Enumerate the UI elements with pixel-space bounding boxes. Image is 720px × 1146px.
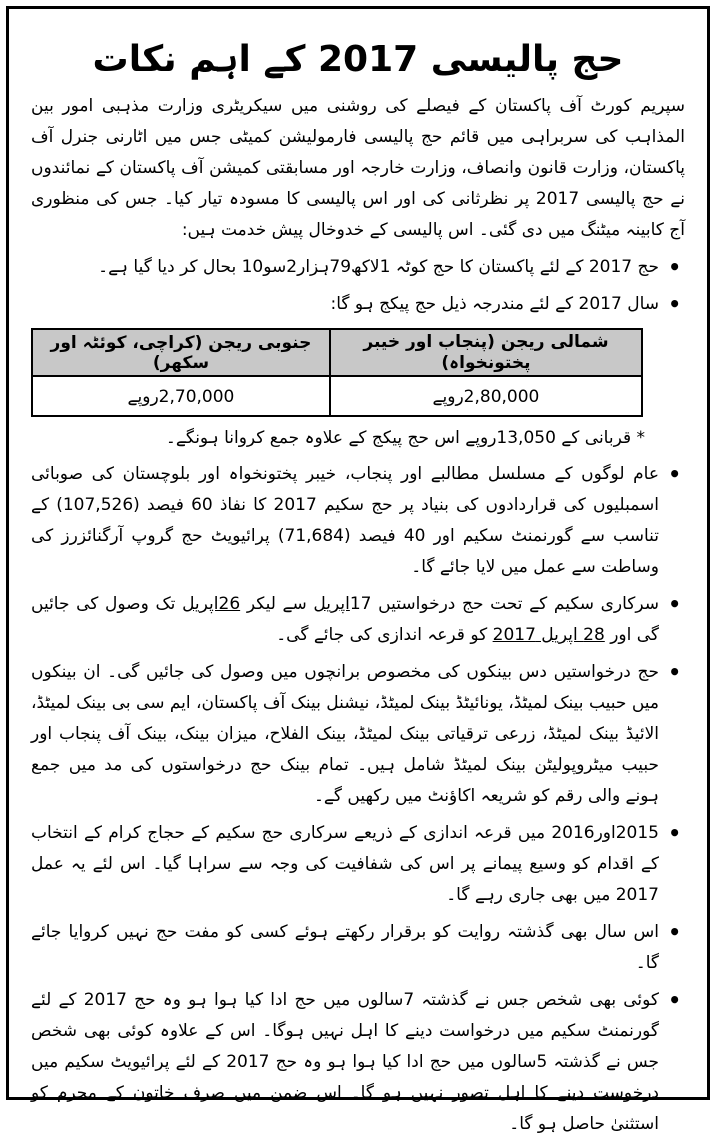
document-frame (6, 6, 710, 1134)
table-cell-south-price: 2,70,000روپے (32, 376, 330, 416)
list-item-ratio: • عام لوگوں کے مسلسل مطالبے اور پنجاب، خیبر پختونخواہ اور بلوچستان کی صوبائی اسمبلیوں کی قراردادوں کی بنیاد پر حج سکیم 2017 کا نفاذ 60 فیصد (107,526) کے تناسب سے گورنمنٹ سکیم اور 40 فیصد (71,684) پرائیویٹ حج گروپ آرگنائزرز کی وساطت سے عمل میں لایا جائے گا۔ (31, 459, 685, 583)
list-item-eligibility: • کوئی بھی شخص جس نے گذشتہ 7سالوں میں حج ادا کیا ہوا ہو وہ حج 2017 کے لئے گورنمنٹ سکیم میں درخواست دینے کا اہل نہیں ہوگا۔ اس کے علاوہ کوئی بھی شخص جس نے گذشتہ 5سالوں میں حج ادا کیا ہوا ہو وہ حج 2017 کے لئے پرائیویٹ سکیم میں درخوست دینے کا اہل تصور نہیں ہو گا۔ اس ضمن میں صرف خاتون کے محرم کو استثنیٰ حاصل ہو گا۔ (31, 985, 685, 1140)
document-content (31, 9, 685, 1146)
list-item-dates (31, 589, 685, 651)
policy-points (31, 252, 685, 320)
table-row (32, 376, 642, 416)
intro-paragraph: سپریم کورٹ آف پاکستان کے فیصلے کی روشنی میں سیکریٹری وزارت مذہبی امور بین المذاہب کی سربراہی میں قائم حج پالیسی فارمولیشن کمیٹی جس میں اٹارنی جنرل آف پاکستان، وزارت قانون وانصاف، وزارت خارجہ اور مسابقتی کمیشن آف پاکستان کے نمائندوں نے حج پالیسی 2017 پر نظرثانی کی اور اس پالیسی کا مسودہ تیار کیا۔ جس کی منظوری آج کابینہ میٹنگ میں دی گئی۔ اس پالیسی کے خدوخال پیش خدمت ہیں: (31, 96, 685, 240)
table-header-north: شمالی ریجن (پنجاب اور خیبر پختونخواہ) (330, 329, 642, 376)
page-title: حج پالیسی 2017 کے اہم نکات (92, 39, 624, 80)
package-table (31, 328, 643, 417)
list-item-package: • سال 2017 کے لئے مندرجہ ذیل حج پیکج ہو گا: (31, 289, 685, 320)
sacrifice-note: * قربانی کے 13,050روپے اس حج پیکج کے علاوہ جمع کروانا ہونگے۔ (165, 428, 645, 448)
list-item-free-hajj: • اس سال بھی گذشتہ روایت کو برقرار رکھتے ہوئے کسی کو مفت حج نہیں کروایا جائے گا۔ (31, 917, 685, 979)
dates-text-d: 26اپریل (182, 594, 241, 614)
dates-text-e: تک وصول کی جائیں گی اور (31, 594, 659, 645)
policy-points-continued (31, 459, 685, 1140)
table-header-south: جنوبی ریجن (کراچی، کوئٹہ اور سکھر) (32, 329, 330, 376)
dates-text-g: کو قرعہ اندازی کی جائے گی۔ (276, 625, 493, 645)
dates-text-f: 28 اپریل 2017 (492, 625, 605, 645)
list-item-banks: • حج درخواستیں دس بینکوں کی مخصوص برانچوں میں وصول کی جائیں گی۔ ان بینکوں میں حبیب بینک لمیٹڈ، یونائیٹڈ بینک لمیٹڈ، نیشنل بینک آف پاکستان، ایم سی بی بینک لمیٹڈ، الائیڈ بینک لمیٹڈ، زرعی ترقیاتی بینک لمیٹڈ، بینک الفلاح، میزان بینک، بینک آف پنجاب اور حبیب میٹروپولیٹن بینک لمیٹڈ شامل ہیں۔ تمام بینک حج درخواستوں کی مد میں جمع ہونے والی رقم کو شریعہ اکاؤنٹ میں رکھیں گے۔ (31, 657, 685, 812)
dates-text-a: سرکاری سکیم کے تحت حج درخواستیں 17 (349, 594, 660, 614)
dates-text-b: اپریل (313, 594, 350, 614)
dates-text-c: سے لیکر (246, 594, 314, 614)
table-cell-north-price: 2,80,000روپے (330, 376, 642, 416)
table-header-row (32, 329, 642, 376)
list-item-transparency: • 2015اور2016 میں قرعہ اندازی کے ذریعے سرکاری حج سکیم کے حجاج کرام کے انتخاب کے اقدام کو وسیع پیمانے پر اس کی شفافیت کی وجہ سے سراہا گیا۔ اس لئے یہ عمل 2017 میں بھی جاری رہے گا۔ (31, 818, 685, 911)
list-item-quota: • حج 2017 کے لئے پاکستان کا حج کوٹہ 1لاکھ79ہزار2سو10 بحال کر دیا گیا ہے۔ (31, 252, 685, 283)
